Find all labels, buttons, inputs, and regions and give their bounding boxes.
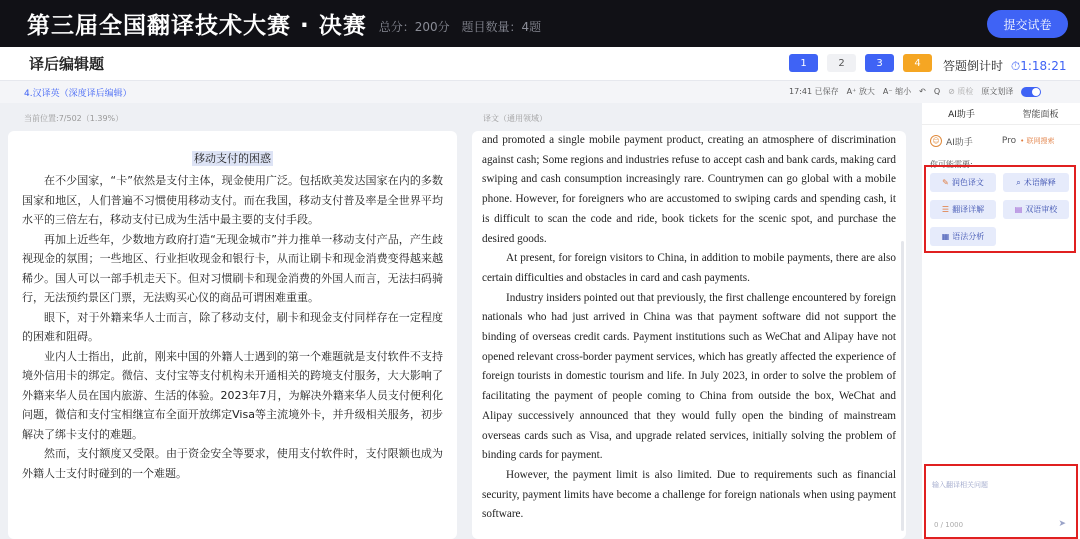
timer-value: 1:18:21 [1020,59,1067,73]
editor-toolbar [789,86,1041,97]
contest-title: 第三届全国翻译技术大赛 · 决赛 [27,13,367,39]
clock-icon: ⏱ [1010,59,1021,73]
zoom-out-button[interactable]: A⁻ 缩小 [882,87,912,96]
term-explain-button[interactable] [1003,173,1069,192]
document-icon: ▤ [1014,205,1023,214]
timer-label: 答题倒计时 [943,59,1004,73]
exam-meta [379,18,549,35]
translation-paragraph[interactable]: Industry insiders pointed out that previously, the first challenge encountered by foreign nationals who had just arrived in China was that payment software did not support the binding of overseas credit cards. Payment institutions such as WeChat and Alipay have not opened relevant cross-border payment services, which has greatly affected the experience of foreign tourists in domestic tourism and life. In July 2023, in order to solve the problem of facilitating the payment of people coming to China from outside the box, WeChat and Alipay successively announced that they would fully open the binding of mainstream overseas cards such as Visa, and upgrade related services, initially solving the problem of binding cards for payment. [482,291,896,462]
undo-icon[interactable]: ↶ [919,87,926,96]
source-paragraph: 业内人士指出，此前，刚来中国的外籍人士遇到的第一个难题就是支付软件不支持境外信用卡的绑定。微信、支付宝等支付机构未开通相关的跨境支付服务，大大影响了外籍来华人员在国内旅游、生活的体验。2023年7月，为解决外籍来华人员支付便利化问题，微信和支付宝相继宣布全面开放绑定Visa等主流境外卡，并升级相关服务，初步解决了绑卡支付的难题。 [22,349,443,441]
question-button-1[interactable]: 1 [789,54,818,72]
question-button-2[interactable]: 2 [827,54,856,72]
translation-editor[interactable] [472,131,906,539]
submit-exam-button[interactable]: 提交试卷 [987,10,1068,38]
source-text-panel[interactable] [8,131,457,539]
translation-scrollbar[interactable] [901,241,904,531]
suggestion-box [924,165,1076,253]
assistant-header [922,129,1080,153]
translation-detail-button[interactable] [930,200,996,219]
web-search-toggle[interactable]: • 联网搜索 [1020,137,1055,145]
pro-mode-toggle[interactable]: Pro [1001,136,1017,146]
countdown-timer [943,57,1066,74]
feature-label: 语法分析 [952,232,985,241]
send-icon[interactable]: ➤ [1058,519,1066,529]
top-header [0,0,1080,47]
quality-check-label: 质检 [957,87,974,96]
translation-label: 译文（通用领域） [483,114,547,123]
source-paragraph: 然而，支付额度又受限。由于资金安全等要求，使用支付软件时，支付限额也成为外籍人士支付时碰到的一个难题。 [22,447,443,480]
bilingual-review-button[interactable] [1003,200,1069,219]
question-input[interactable] [932,481,1070,489]
search-icon[interactable]: Q [933,87,941,96]
zoom-in-button[interactable]: A⁺ 放大 [846,87,875,96]
list-icon: ☰ [941,205,950,214]
question-button-3[interactable]: 3 [865,54,894,72]
quality-check-button[interactable]: ⊘ 质检 [948,87,974,96]
feature-label: 双语审校 [1025,205,1058,214]
tab-ai-assistant[interactable]: AI助手 [948,110,975,120]
search-icon: ⌕ [1016,177,1021,187]
info-row [0,81,1080,103]
question-count: 题目数量：4题 [461,20,542,34]
pen-icon: ✎ [942,178,949,187]
char-count: 0 / 1000 [934,521,964,529]
assistant-panel [922,103,1080,539]
question-bar [0,47,1080,81]
source-paragraph: 在不少国家，“卡”依然是支付主体，现金使用广泛。包括欧美发达国家在内的多数国家和地区，人们普遍不习惯使用移动支付。而在我国，移动支付普及率是全世界平均水平的三倍左右，移动支付已成为生活中最主要的支付手段。 [22,174,443,226]
source-title-text: 移动支付的困惑 [194,152,271,165]
feature-label: 术语解释 [1023,178,1056,187]
ai-name: AI助手 [946,137,973,148]
translation-text[interactable] [482,131,896,525]
translation-paragraph[interactable]: At present, for foreign visitors to China, in addition to mobile payments, there are also certain difficulties and obstacles in card and cash payments. [482,252,896,284]
grid-icon: ▦ [941,232,950,241]
total-score: 总分：200分 [378,20,450,34]
feature-label: 润色译文 [951,178,984,187]
question-navigator [789,54,932,72]
question-type: 4.汉译英（深度译后编辑） [24,89,132,99]
suggestion-grid [930,173,1070,246]
question-input-box [924,464,1078,539]
source-title [22,147,443,166]
grammar-analysis-button[interactable] [930,227,996,246]
polish-translation-button[interactable] [930,173,996,192]
question-button-4[interactable]: 4 [903,54,932,72]
source-paragraph: 眼下，对于外籍来华人士而言，除了移动支付，刷卡和现金支付同样存在一定程度的困难和阻碍。 [22,310,443,343]
source-paragraph: 再加上近些年，少数地方政府打造“无现金城市”并力推单一移动支付产品，产生歧视现金的氛围；一些地区、行业拒收现金和银行卡，从而让刷卡和现金消费变得越来越稀少。国人可以一部手机走天下。但对习惯刷卡和现金消费的外国人而言，无法扫码骑行，无法预约景区门票，无法购买心仪的商品可谓困难重重。 [22,232,443,304]
tab-smart-panel[interactable]: 智能面板 [1022,110,1059,120]
feature-label: 翻译详解 [952,205,985,214]
suggestion-hint: 你可能需要: [930,160,973,169]
ai-avatar-icon: ☺ [930,135,942,147]
underline-translate-label: 原文划译 [981,87,1014,96]
current-position: 当前位置:7/502（1.39%） [24,114,124,123]
translation-paragraph[interactable]: However, the payment limit is also limited. Due to requirements such as financial security, payment limits have become a challenge for foreign nationals when using payment software. [482,468,896,521]
page-title: 译后编辑题 [29,55,105,73]
translation-paragraph[interactable]: and promoted a single mobile payment product, creating an atmosphere of discrimination against cash; Some regions and industries refuse to accept cash and bank cards, making card swiping and cash consumption increasingly rare. Countrymen can go global with a mobile phone. However, for foreigners who are accustomed to swiping cards and spending cash, it is difficult to scan the code and ride, book tickets for the scenic spot, and purchase the desired goods. [482,134,896,245]
assistant-tabs [922,103,1080,125]
save-status: 17:41 已保存 [789,87,839,96]
underline-translate-toggle[interactable] [1021,87,1041,97]
